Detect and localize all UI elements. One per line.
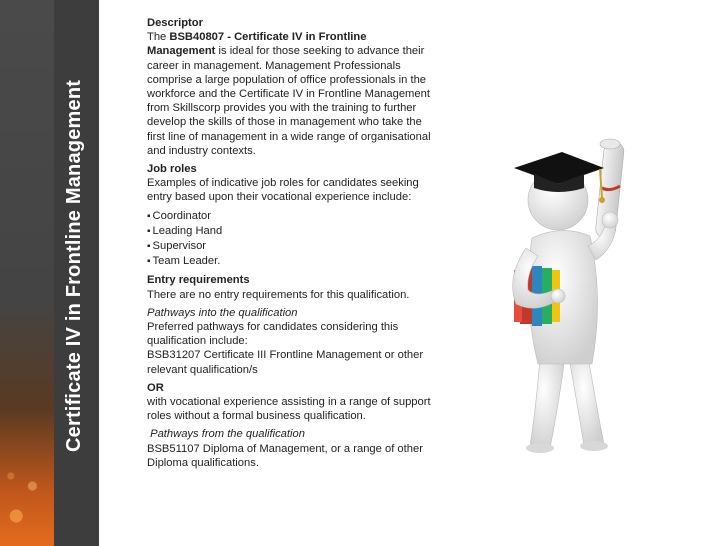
pathways-into-heading: Pathways into the qualification <box>147 306 298 319</box>
sidebar-title: Certificate IV in Frontline Management <box>63 79 85 452</box>
list-item: ▪ Supervisor <box>147 239 437 254</box>
list-item: ▪ Coordinator <box>147 209 437 224</box>
pathways-from-body: BSB51107 Diploma of Management, or a range of other Diploma qualifications. <box>147 442 423 469</box>
sidebar <box>0 0 99 546</box>
list-item: ▪ Team Leader. <box>147 254 437 269</box>
pathways-into-body2: BSB31207 Certificate III Frontline Management or other relevant qualification/s <box>147 349 424 376</box>
descriptor-text <box>147 30 437 158</box>
entry-heading: Entry requirements <box>147 274 250 287</box>
job-roles-intro: Examples of indicative job roles for candidates seeking entry based upon their vocational experience include: <box>147 177 419 204</box>
or-label: OR <box>147 381 164 394</box>
job-roles-list <box>147 209 437 270</box>
or-section <box>147 381 437 424</box>
entry-section <box>147 273 437 301</box>
job-roles-section <box>147 162 437 205</box>
pathways-into-body3: with vocational experience assisting in a range of support roles without a formal business qualification. <box>147 396 431 423</box>
descriptor-heading: Descriptor <box>147 17 203 29</box>
sidebar-orange-accent <box>0 0 54 546</box>
list-item: ▪ Leading Hand <box>147 224 437 239</box>
pathways-into-body1: Preferred pathways for candidates considering this qualification include: <box>147 321 399 348</box>
job-roles-heading: Job roles <box>147 163 197 176</box>
pathways-into-section <box>147 306 437 377</box>
main-content <box>147 16 437 474</box>
course-code-title: BSB40807 - Certificate IV in Frontline Management <box>147 31 367 58</box>
graduate-figure-image <box>492 128 652 458</box>
descriptor-body: is ideal for those seeking to advance their career in management. Management Professionals comprise a large population of office professionals in the workforce and the Certificate IV in Frontline Management from Skillscorp provides you with the training to further develop the skills of those in management who take the first line of management in a wide range of organisational and industry contexts. <box>147 45 431 157</box>
entry-body: There are no entry requirements for this qualification. <box>147 288 410 301</box>
pathways-from-heading: Pathways from the qualification <box>147 428 305 441</box>
pathways-from-section <box>147 427 437 470</box>
descriptor-intro-prefix: The <box>147 31 170 44</box>
descriptor-section <box>147 16 437 158</box>
